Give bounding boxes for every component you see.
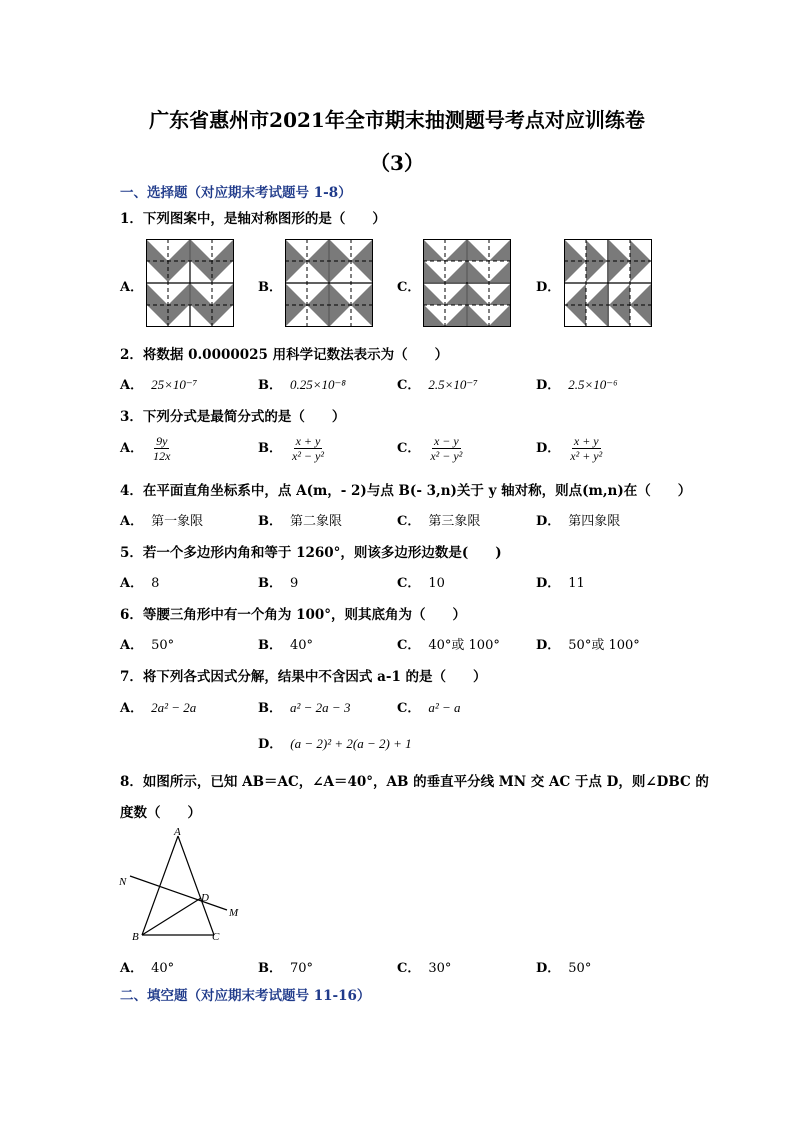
q3-option-d: D． $\frac{x + y}{\text{x² + y²}}$	[536, 434, 603, 463]
q2-option-d: D． 2.5×10⁻⁶	[536, 377, 618, 393]
q1-figure-c	[423, 239, 511, 327]
q6-option-c: C． 40°或 100°	[397, 638, 500, 653]
q5-option-b: B． 9	[258, 576, 299, 591]
section-heading-fill-blank: 二、填空题（对应期末考试题号 11-16）	[120, 988, 371, 1004]
q3-option-b: B． $\frac{x + y}{\text{x² − y²}}$	[258, 434, 324, 463]
q1-option-b-label: B．	[258, 280, 282, 295]
q7-option-c: C． a² − a	[397, 700, 461, 716]
section-heading-choice: 一、选择题（对应期末考试题号 1-8）	[120, 185, 352, 201]
q3-fraction-d: $\frac{x + y}{\text{x² + y²}}$	[570, 434, 603, 463]
q8-label-c: C	[212, 931, 220, 943]
question-3-stem: 3．下列分式是最简分式的是（ ）	[120, 409, 346, 425]
q8-triangle-figure	[115, 826, 250, 946]
q3-option-a: A． $\frac{9y}{12x}$	[120, 434, 171, 463]
q6-option-d: D． 50°或 100°	[536, 638, 640, 653]
q3-fraction-b: $\frac{x + y}{\text{x² − y²}}$	[292, 434, 324, 463]
question-4-stem: 4．在平面直角坐标系中，点 A(m，- 2)与点 B(- 3,n)关于 y 轴对称，则点(m,n)在（ ）	[120, 483, 692, 499]
question-1-stem: 1．下列图案中，是轴对称图形的是（ ）	[120, 211, 386, 227]
q4-option-a: A． 第一象限	[120, 514, 204, 529]
q2-option-b: B． 0.25×10⁻⁸	[258, 377, 346, 393]
q7-option-a: A． 2a² − 2a	[120, 700, 197, 716]
q2-option-c: C． 2.5×10⁻⁷	[397, 377, 478, 393]
q3-fraction-c: $\frac{x - y}{\text{x² − y²}}$	[430, 434, 463, 463]
question-7-stem: 7．将下列各式因式分解，结果中不含因式 a-1 的是（ ）	[120, 669, 487, 685]
document-title-number: （3）	[370, 151, 424, 175]
question-8-stem-continued: 度数（ ）	[120, 805, 201, 821]
question-6-stem: 6．等腰三角形中有一个角为 100°，则其底角为（ ）	[120, 607, 467, 623]
q8-option-b: B． 70°	[258, 961, 314, 976]
q1-option-a-label: A．	[120, 280, 144, 295]
q3-option-c: C． $\frac{x - y}{\text{x² − y²}}$	[397, 434, 463, 463]
q6-option-b: B． 40°	[258, 638, 314, 653]
q1-figure-d	[564, 239, 652, 327]
q5-option-c: C． 10	[397, 576, 445, 591]
q8-label-b: B	[132, 931, 139, 943]
q7-option-b: B． a² − 2a − 3	[258, 700, 351, 716]
q3-fraction-a: $\frac{9y}{12x}$	[153, 434, 171, 463]
document-title: 广东省惠州市2021年全市期末抽测题号考点对应训练卷	[149, 108, 645, 132]
q1-figure-b	[285, 239, 373, 327]
q8-option-d: D． 50°	[536, 961, 592, 976]
q8-option-c: C． 30°	[397, 961, 452, 976]
q6-option-a: A． 50°	[120, 638, 175, 653]
q7-option-d: D． (a − 2)² + 2(a − 2) + 1	[258, 736, 412, 752]
q8-option-a: A． 40°	[120, 961, 175, 976]
q8-label-a: A	[174, 826, 181, 838]
q2-option-a: A． 25×10⁻⁷	[120, 377, 198, 393]
q1-option-d-label: D．	[536, 280, 561, 295]
question-8-stem: 8．如图所示，已知 AB＝AC，∠A＝40°，AB 的垂直平分线 MN 交 AC 于点 D，则∠DBC 的	[120, 774, 709, 790]
question-2-stem: 2．将数据 0.0000025 用科学记数法表示为（ ）	[120, 347, 449, 363]
q4-option-b: B． 第二象限	[258, 514, 343, 529]
q5-option-a: A． 8	[120, 576, 160, 591]
q1-figure-a	[146, 239, 234, 327]
q8-label-n: N	[119, 876, 127, 888]
q8-label-d: D	[201, 892, 209, 904]
q4-option-c: C． 第三象限	[397, 514, 481, 529]
question-5-stem: 5．若一个多边形内角和等于 1260°，则该多边形边数是( )	[120, 545, 502, 561]
q1-option-c-label: C．	[397, 280, 421, 295]
q5-option-d: D． 11	[536, 576, 585, 591]
q8-label-m: M	[229, 907, 239, 919]
q4-option-d: D． 第四象限	[536, 514, 621, 529]
